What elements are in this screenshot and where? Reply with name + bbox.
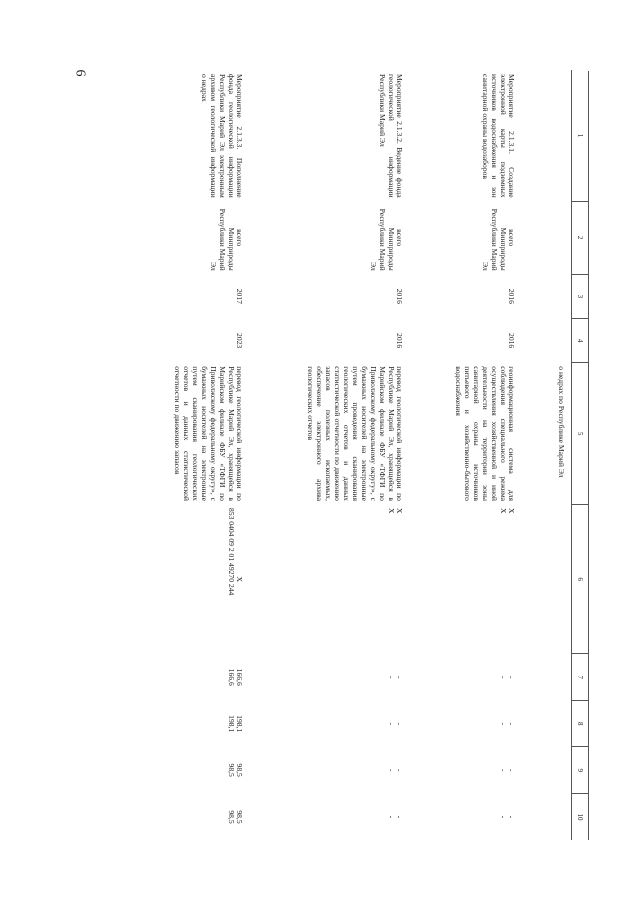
value-total: -: [507, 815, 517, 819]
cell-2017: [250, 654, 410, 701]
source-ministry: Минприроды Республики Марий Эл: [368, 208, 396, 271]
cell-2017: [130, 654, 250, 701]
value-ministry: 166,6: [226, 668, 236, 686]
value-ministry: -: [498, 722, 508, 725]
value-total: -: [507, 675, 517, 679]
cell-2017: [522, 654, 572, 701]
cell-activity: Мероприятие 2.1.3.3. Пополнение фонда геологической информации Республики Марий Эл электронным архивом геологической информации о недрах: [199, 74, 245, 198]
cell-kbk: [410, 504, 522, 653]
value-total: -: [395, 768, 405, 772]
cell-start: [522, 274, 572, 318]
col-header-3: 3: [572, 274, 589, 318]
program-activities-table: [130, 70, 590, 840]
kbk-total: X: [235, 576, 245, 582]
value-total: 166,6: [235, 668, 245, 686]
value-ministry: 198,1: [226, 715, 236, 733]
col-header-5: 5: [572, 363, 589, 505]
source-total: всего: [395, 229, 405, 247]
cell-source: [250, 201, 410, 274]
cell-2018: [250, 700, 410, 747]
cell-start: 2017: [235, 288, 245, 304]
cell-source: [522, 201, 572, 274]
col-header-4: 4: [572, 318, 589, 362]
cell-2019: [130, 747, 250, 794]
table-row: [410, 71, 522, 841]
cell-kbk: [522, 504, 572, 653]
value-ministry: -: [386, 722, 396, 725]
cell-start: 2016: [507, 288, 517, 304]
col-header-10: 10: [572, 793, 589, 840]
cell-activity: Мероприятие 2.1.3.2. Ведение фонда геологической информации Республики Марий Эл: [377, 74, 405, 198]
cell-2017: [410, 654, 522, 701]
cell-2020: [410, 793, 522, 840]
cell-2020: [250, 793, 410, 840]
cell-2018: [130, 700, 250, 747]
value-ministry: 98,5: [226, 810, 236, 824]
kbk-ministry: 853 0404 09 2 01 49270 244: [226, 507, 236, 596]
cell-activity: Мероприятие 2.1.3.1. Создание электронной карты подземных источников водоснабжения и зон санитарной охраны водозаборов: [480, 74, 517, 198]
table-row: [250, 71, 410, 841]
page-number: 6: [72, 69, 88, 77]
value-total: 98,5: [235, 763, 245, 777]
cell-source: [410, 201, 522, 274]
cell-end: 2023: [235, 333, 245, 349]
col-header-1: 1: [572, 71, 589, 202]
col-header-7: 7: [572, 654, 589, 701]
kbk-ministry: X: [498, 507, 508, 514]
cell-end: [522, 318, 572, 362]
source-ministry: Минприроды Республики Марий Эл: [480, 208, 508, 271]
table-row: [130, 71, 250, 841]
value-total: -: [507, 768, 517, 772]
cell-2018: [522, 700, 572, 747]
cell-kbk: [130, 504, 250, 653]
value-ministry: -: [386, 815, 396, 819]
value-total: -: [507, 722, 517, 725]
cell-2020: [130, 793, 250, 840]
cell-2019: [250, 747, 410, 794]
cell-end: 2016: [507, 333, 517, 349]
value-ministry: -: [386, 768, 396, 772]
cell-2019: [522, 747, 572, 794]
cell-result: геоинформационная система для соблюдения специального режима осуществления хозяйственной и иной деятельности на территории зоны санитарной охраны источников питьевого и хозяйственно-бытового водоснабжения: [453, 366, 517, 501]
cell-2019: [410, 747, 522, 794]
value-total: -: [395, 815, 405, 819]
col-header-2: 2: [572, 201, 589, 274]
cell-end: 2016: [395, 333, 405, 349]
kbk-total: X: [507, 507, 517, 514]
cell-start: 2016: [395, 288, 405, 304]
cell-result: перевод геологической информации по Республике Марий Эл, хранящейся в Марийском филиале ФБУ «ТФГИ по Приволжскому федеральному округу», с бумажных носителей на электронные путем сканирования геологических отчетов и данных статистической отчетности по движению запасов: [172, 366, 245, 501]
header-row: [572, 71, 589, 841]
cell-source: [130, 201, 250, 274]
value-total: -: [395, 675, 405, 679]
col-header-9: 9: [572, 747, 589, 794]
value-ministry: -: [498, 675, 508, 679]
col-header-6: 6: [572, 504, 589, 653]
value-ministry: 98,5: [226, 763, 236, 777]
value-total: 98,5: [235, 810, 245, 824]
table-row-continuation: [522, 71, 572, 841]
cell-result: о недрах по Республике Марий Эл: [557, 366, 566, 478]
source-total: всего: [507, 229, 517, 247]
source-ministry: Минприроды Республики Марий Эл: [208, 208, 236, 271]
cell-activity: [522, 71, 572, 202]
value-total: -: [395, 722, 405, 725]
rotated-program-table: [134, 70, 589, 840]
value-ministry: -: [498, 815, 508, 819]
col-header-8: 8: [572, 700, 589, 747]
cell-result: перевод геологической информации по Республике Марий Эл, хранящейся в Марийском филиале ФБУ «ТФГИ по Приволжскому федеральному округу», с бумажных носителей на электронные путем проведения сканирования геологических отчетов и данных статистической отчетности по движению запасов полезных ископаемых, обеспечение электронного архива геологических отчетов: [305, 366, 405, 501]
cell-2020: [522, 793, 572, 840]
kbk-ministry: X: [386, 507, 396, 514]
value-ministry: -: [386, 675, 396, 679]
value-ministry: -: [498, 768, 508, 772]
cell-2018: [410, 700, 522, 747]
value-total: 198,1: [235, 715, 245, 733]
kbk-total: X: [395, 507, 405, 514]
source-total: всего: [235, 229, 245, 247]
cell-kbk: [250, 504, 410, 653]
